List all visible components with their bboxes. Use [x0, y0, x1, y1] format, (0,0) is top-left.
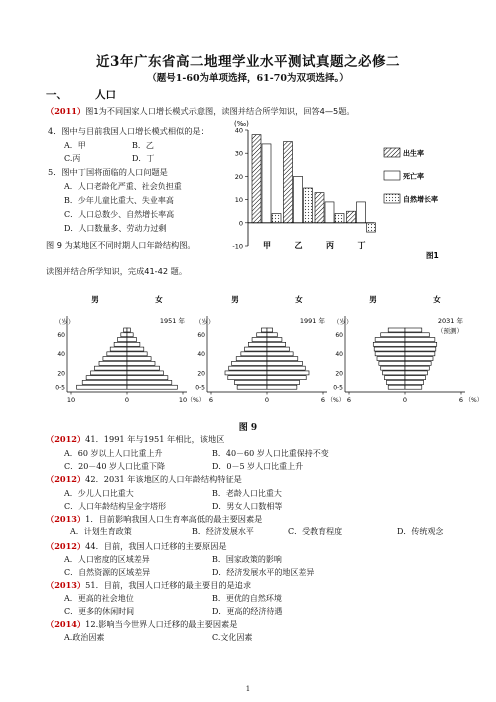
pyramid-bar-male: [103, 357, 127, 361]
chart1-category-label: 丁: [357, 241, 366, 250]
pyramid-title: 2031 年: [437, 317, 463, 325]
chart1-y-tick-label: 0: [238, 219, 243, 228]
pyramid-1: [55, 294, 205, 404]
question-5-stem: 5．图中丁国将面临的人口问题是: [48, 167, 168, 177]
q42-option-a: A．少儿人口比重大: [64, 489, 134, 498]
pyramid-bar-male: [383, 371, 405, 375]
pyramid-bar-male: [261, 328, 267, 332]
pyramid-y-tick-label: 60: [197, 332, 205, 340]
pyramid-bar-female: [127, 361, 155, 365]
intro-line-2011: [46, 106, 355, 117]
chart1-bar: [262, 144, 271, 223]
pyramid-bar-female: [267, 371, 309, 375]
pyramid-x-tick-label: 6: [320, 396, 326, 404]
pyramid-y-unit: （岁）: [333, 318, 353, 326]
pyramid-bar-female: [405, 366, 429, 370]
pyramid-bar-male: [237, 385, 267, 389]
pyramid-bar-female: [127, 366, 159, 370]
pyramid-bar-female: [267, 385, 297, 389]
pyramid-x-tick-label: 10: [66, 396, 76, 404]
q12-option-c: C.文化因素: [212, 633, 253, 642]
pyramid-bar-female: [127, 385, 177, 389]
pyramid-bar-male: [117, 338, 127, 342]
pyramid-bar-male: [374, 347, 405, 351]
chart1-bar: [367, 223, 376, 232]
pyramid-y-tick-label: 40: [335, 351, 343, 359]
pyramid-bar-female: [405, 371, 427, 375]
pyramid-bar-male: [381, 333, 405, 337]
pyramid-bar-male: [114, 342, 127, 346]
chart1-legend-swatch: [384, 194, 400, 203]
pyramid-bar-male: [110, 347, 127, 351]
pyramid-bar-male: [386, 380, 405, 384]
chart1-bar: [252, 135, 261, 223]
pyramid-x-tick-label: 10: [178, 396, 188, 404]
pyramid-bar-male: [236, 357, 267, 361]
pyramid-bar-female: [127, 357, 151, 361]
pyramid-bar-male: [91, 371, 127, 375]
pyramid-bar-female: [405, 333, 429, 337]
q51-option-c: C．更多的休闲时间: [64, 607, 135, 616]
pyramid-y-tick-label: 20: [57, 370, 65, 378]
fig9-instruction: 读图并结合所学知识，完成41-42 题。: [46, 266, 188, 276]
q41-text: 41．1991 年与1951 年相比，该地区: [85, 434, 225, 444]
pyramid-bar-male: [234, 380, 267, 384]
q51-option-d: D．更高的经济待遇: [212, 607, 283, 616]
pyramid-y-tick-label: 20: [335, 370, 343, 378]
pyramid-bar-male: [245, 347, 267, 351]
pyramid-bar-female: [127, 371, 163, 375]
pyramid-x-tick-label: 0: [264, 396, 270, 404]
pyramid-female-header: 女: [155, 295, 163, 304]
q1-option-d: D．传统观念: [397, 527, 444, 536]
q12-option-a: A.政治因素: [64, 633, 105, 642]
pyramid-x-tick-label: 0: [402, 396, 408, 404]
q51-option-b: B．更优的自然环境: [212, 594, 282, 603]
pyramid-bar-male: [379, 361, 405, 365]
pyramid-bar-male: [77, 385, 127, 389]
q44-option-d: D．经济发展水平的地区差异: [212, 568, 315, 577]
chart1-legend-label: 自然增长率: [403, 195, 438, 204]
chart1-legend: [384, 148, 438, 204]
q1-text: 1．目前影响我国人口生育率高低的最主要因素是: [85, 514, 263, 524]
pyramid-bar-female: [405, 352, 435, 356]
pyramid-bar-male: [388, 328, 405, 332]
q5-option-b: B．少年儿童比重大、失业率高: [64, 196, 174, 205]
pyramid-bar-female: [405, 385, 422, 389]
chart1-caption: 图1: [426, 251, 439, 260]
pyramid-bar-male: [375, 338, 405, 342]
question-42-stem: [46, 474, 242, 485]
pyramid-y-unit: （岁）: [195, 318, 215, 326]
pyramid-bar-female: [267, 328, 273, 332]
pyramid-bar-male: [107, 352, 127, 356]
pyramid-male-header: 男: [369, 295, 377, 304]
pyramid-bar-female: [127, 352, 147, 356]
pyramid-2: [195, 294, 345, 404]
pyramid-bar-male: [121, 333, 127, 337]
fig9-intro: 图 9 为某地区不同时期人口年龄结构图。: [46, 240, 196, 250]
chart1-bars: [252, 135, 376, 232]
pyramid-bar-male: [229, 366, 267, 370]
pyramid-bar-male: [95, 366, 127, 370]
pyramid-bar-female: [405, 328, 422, 332]
chart1-bar: [357, 202, 366, 223]
pyramid-y-tick-label: 40: [57, 351, 65, 359]
q1-option-b: B．经济发展水平: [192, 527, 254, 536]
pyramid-bar-female: [267, 352, 293, 356]
pyramid-y-tick-label: 0-5: [195, 384, 205, 392]
pyramid-bar-female: [127, 347, 144, 351]
intro-text: 图1为不同国家人口增长模式示意图，读图并结合所学知识，回答4—5题。: [85, 106, 355, 116]
chart1-y-tick-label: 10: [234, 196, 243, 205]
q42-option-b: B．老龄人口比重大: [212, 489, 282, 498]
q42-option-c: C．人口年龄结构呈金字塔形: [64, 502, 167, 511]
pyramid-y-tick-label: 40: [197, 351, 205, 359]
chart1-legend-label: 死亡率: [403, 172, 424, 181]
q41-option-a: A．60 岁以上人口比重上升: [64, 449, 163, 458]
pyramid-y-tick-label: 0-5: [333, 384, 343, 392]
pyramid-bar-female: [127, 338, 137, 342]
q44-option-b: B．国家政策的影响: [212, 555, 282, 564]
pyramid-bar-male: [377, 357, 405, 361]
population-growth-chart: [226, 118, 476, 264]
pyramid-bar-female: [127, 328, 130, 332]
pyramid-bar-male: [228, 376, 267, 380]
pyramid-bar-female: [267, 361, 302, 365]
pyramid-y-tick-label: 0-5: [55, 384, 65, 392]
pyramid-male-header: 男: [91, 295, 99, 304]
chart1-category-label: 丙: [326, 241, 334, 250]
pyramid-y-tick-label: 60: [335, 332, 343, 340]
pyramid-y-tick-label: 20: [197, 370, 205, 378]
section-heading: [46, 87, 116, 102]
q4-option-c: C.丙: [64, 154, 81, 163]
pyramid-title: 1991 年: [299, 317, 325, 325]
year-tag: （2012）: [46, 474, 86, 484]
pyramid-bar-female: [405, 347, 436, 351]
pyramid-bar-male: [375, 352, 405, 356]
pyramid-bar-male: [232, 361, 267, 365]
q41-option-b: B．40－60 岁人口比重保持不变: [212, 449, 329, 458]
chart1-y-label: (‰): [234, 120, 249, 128]
pyramid-bar-male: [86, 376, 127, 380]
chart1-y-tick-label: 30: [234, 149, 243, 158]
q4-option-d: D．丁: [132, 154, 155, 163]
question-12-stem: [46, 619, 237, 630]
q4-option-b: B．乙: [132, 141, 154, 150]
chart1-y-tick-label: -10: [232, 242, 243, 251]
section-number: 一、: [46, 89, 67, 101]
pyramid-bar-male: [248, 342, 267, 346]
pyramid-male-header: 男: [231, 295, 239, 304]
chart1-legend-swatch: [384, 148, 400, 157]
q44-text: 44．目前，我国人口迁移的主要原因是: [85, 541, 227, 551]
pyramid-bar-female: [127, 333, 133, 337]
pyramid-bar-female: [267, 366, 305, 370]
year-tag: （2013）: [46, 514, 86, 524]
pyramid-bar-male: [99, 361, 127, 365]
pyramid-bar-male: [252, 338, 267, 342]
page-number: 1: [245, 685, 251, 693]
chart1-category-label: 乙: [294, 241, 303, 250]
pyramid-bar-female: [267, 333, 277, 337]
pyramid-bar-male: [381, 366, 405, 370]
pyramid-bar-male: [225, 371, 267, 375]
chart1-bar: [335, 214, 344, 223]
chart1-bar: [294, 176, 303, 222]
chart1-legend-label: 出生率: [403, 149, 424, 158]
year-tag: （2012）: [46, 434, 86, 444]
chart1-category-label: 甲: [263, 241, 271, 250]
year-tag: （2011）: [46, 106, 86, 116]
pyramid-bar-female: [405, 338, 435, 342]
q1-option-a: A．计划生育政策: [70, 527, 132, 536]
question-4-stem: 4．图中与目前我国人口增长模式相似的是：: [48, 126, 209, 136]
pyramid-x-unit: （%）: [327, 397, 345, 404]
pyramid-bar-female: [267, 342, 286, 346]
pyramid-bar-male: [257, 333, 267, 337]
chart1-categories: [263, 240, 366, 250]
chart1-legend-swatch: [384, 171, 400, 180]
pyramid-bar-female: [405, 376, 426, 380]
pyramid-x-unit: （%）: [465, 397, 483, 404]
population-pyramids-figure: [55, 292, 483, 422]
pyramid-bar-female: [267, 338, 282, 342]
pyramid-bar-female: [405, 357, 433, 361]
pyramid-x-tick-label: 6: [208, 396, 214, 404]
section-label: 人口: [95, 89, 116, 101]
chart1-bar: [284, 142, 293, 223]
q1-option-c: C．受教育程度: [288, 527, 343, 536]
pyramid-bar-female: [267, 376, 306, 380]
question-51-stem: [46, 580, 251, 591]
pyramid-bar-female: [127, 342, 140, 346]
pyramid-x-tick-label: 6: [346, 396, 352, 404]
pyramid-bar-male: [373, 342, 405, 346]
chart1-y-tick-label: 40: [234, 126, 243, 135]
q41-option-d: D．0－5 岁人口比重上升: [212, 462, 304, 471]
q44-option-c: C．自然资源的区域差异: [64, 568, 151, 577]
q51-option-a: A．更高的社会地位: [64, 594, 134, 603]
pyramid-title: 1951 年: [159, 317, 185, 325]
pyramid-x-tick-label: 0: [124, 396, 130, 404]
q51-text: 51．目前，我国人口迁移的最主要目的是追求: [85, 580, 252, 590]
document-title: 近3年广东省高二地理学业水平测试真题之必修二: [96, 54, 400, 70]
q41-option-c: C．20－40 岁人口比重下降: [64, 462, 166, 471]
question-44-stem: [46, 541, 227, 552]
q4-option-a: A．甲: [64, 141, 86, 150]
year-tag: （2012）: [46, 541, 86, 551]
q44-option-a: A．人口密度的区域差异: [64, 555, 150, 564]
q42-option-d: D．男女人口数相等: [212, 502, 283, 511]
pyramid-y-unit: （岁）: [55, 318, 75, 326]
pyramid-female-header: 女: [295, 295, 303, 304]
pyramid-bar-female: [127, 376, 168, 380]
pyramid-bar-female: [405, 380, 424, 384]
pyramid-bar-male: [384, 376, 405, 380]
pyramid-bar-male: [388, 385, 405, 389]
q5-option-a: A．人口老龄化严重、社会负担重: [64, 182, 182, 191]
q5-option-c: C．人口总数少、自然增长率高: [64, 210, 175, 219]
pyramid-3: [333, 294, 483, 404]
document-subtitle: （题号1-60为单项选择，61-70为双项选择。）: [147, 73, 349, 84]
pyramid-bar-male: [124, 328, 127, 332]
chart1-bar: [315, 193, 324, 223]
pyramid-bar-female: [127, 380, 172, 384]
q5-option-d: D．人口数量多、劳动力过剩: [64, 224, 167, 233]
chart1-bar: [272, 214, 281, 223]
pyramid-female-header: 女: [433, 295, 441, 304]
question-41-stem: [46, 434, 224, 445]
chart1-bar: [347, 211, 356, 223]
year-tag: （2013）: [46, 580, 86, 590]
chart1-y-tick-label: 20: [234, 172, 243, 181]
pyramid-bar-female: [405, 342, 437, 346]
question-1-stem: [46, 514, 262, 525]
chart1-bar: [304, 188, 313, 223]
q42-text: 42．2031 年该地区的人口年龄结构特征是: [85, 474, 242, 484]
chart1-bar: [325, 202, 334, 223]
pyramid-bar-female: [267, 347, 289, 351]
pyramid-y-tick-label: 60: [57, 332, 65, 340]
pyramid-bar-male: [241, 352, 267, 356]
pyramid-bar-female: [267, 357, 298, 361]
pyramid-note: （预测）: [437, 327, 463, 335]
pyramid-bar-female: [267, 380, 300, 384]
q12-text: 12.影响当今世界人口迁移的最主要因素是: [85, 619, 238, 629]
fig9-caption: 图 9: [238, 423, 258, 433]
pyramid-x-tick-label: 6: [458, 396, 464, 404]
pyramid-bar-female: [405, 361, 431, 365]
pyramid-x-unit: （%）: [187, 397, 205, 404]
year-tag: （2014）: [46, 619, 86, 629]
chart1-y-ticks: [232, 127, 248, 251]
pyramid-bar-male: [82, 380, 127, 384]
